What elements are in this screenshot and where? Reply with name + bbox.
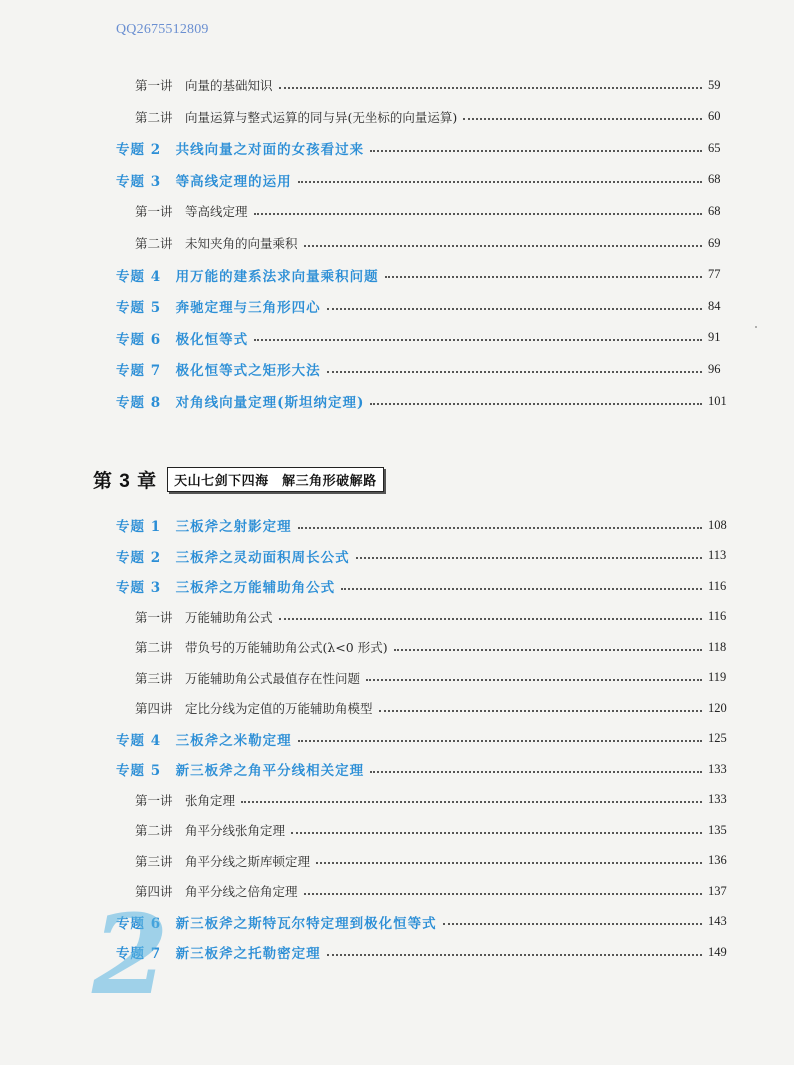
leader-dots: [327, 370, 702, 373]
toc-entry-label: 第一讲 向量的基础知识: [135, 78, 273, 93]
toc-entry-topic: [0, 757, 794, 781]
toc-entry-topic: [0, 326, 794, 350]
toc-entry-lecture: [0, 605, 794, 629]
leader-dots: [241, 800, 702, 803]
leader-dots: [341, 587, 702, 590]
toc-entry-lecture: [0, 231, 794, 255]
leader-dots: [370, 770, 702, 773]
toc-entry-page: 133: [708, 792, 727, 806]
scan-speck: [755, 326, 757, 328]
leader-dots: [379, 709, 702, 712]
toc-entry-lecture: [0, 73, 794, 97]
leader-dots: [370, 402, 702, 405]
toc-entry-label: 第四讲 角平分线之倍角定理: [135, 884, 298, 899]
leader-dots: [327, 307, 702, 310]
toc-entry-label: 专题 7 极化恒等式之矩形大法: [116, 363, 321, 380]
toc-entry-page: 125: [708, 731, 727, 745]
toc-entry-page: 96: [708, 361, 721, 376]
toc-entry-page: 118: [708, 639, 727, 654]
toc-entry-label: 第一讲 张角定理: [135, 792, 236, 808]
leader-dots: [254, 338, 702, 341]
toc-entry-topic: [0, 389, 794, 413]
leader-dots: [394, 648, 702, 651]
leader-dots: [366, 678, 702, 681]
toc-entry-page: 133: [708, 761, 727, 776]
chapter-heading: [93, 465, 384, 493]
toc-entry-topic: [0, 263, 794, 287]
toc-entry-topic: [0, 168, 794, 192]
toc-entry-label: 第二讲 角平分线张角定理: [135, 823, 286, 838]
toc-entry-page: 116: [708, 578, 727, 593]
leader-dots: [463, 117, 702, 120]
chapter-title: 天山七剑下四海 解三角形破解路: [167, 467, 384, 492]
toc-entry-page: 149: [708, 944, 727, 959]
toc-entry-page: 60: [708, 109, 721, 124]
toc-entry-page: 59: [708, 77, 721, 92]
toc-entry-page: 91: [708, 330, 721, 345]
toc-entry-label: 专题 4 三板斧之米勒定理: [116, 732, 292, 749]
toc-entry-label: 专题 5 奔驰定理与三角形四心: [116, 300, 321, 317]
leader-dots: [291, 831, 702, 834]
leader-dots: [443, 922, 702, 925]
toc-entry-label: 第二讲 未知夹角的向量乘积: [135, 236, 298, 251]
chapter-label: 第 3 章: [93, 470, 158, 492]
toc-entry-lecture: [0, 199, 794, 223]
toc-entry-page: 108: [708, 517, 727, 532]
leader-dots: [304, 244, 702, 247]
toc-entry-topic: [0, 574, 794, 598]
toc-entry-page: 65: [708, 140, 721, 155]
toc-entry-page: 68: [708, 172, 721, 187]
toc-entry-page: 113: [708, 548, 727, 562]
toc-entry-label: 专题 1 三板斧之射影定理: [116, 519, 292, 535]
toc-entry-label: 第四讲 定比分线为定值的万能辅助角模型: [135, 701, 373, 716]
toc-entry-label: 专题 8 对角线向量定理(斯坦纳定理): [116, 395, 365, 411]
toc-entry-topic: [0, 357, 794, 381]
leader-dots: [279, 86, 702, 89]
toc-entry-page: 136: [708, 853, 727, 867]
toc-entry-label: 第一讲 万能辅助角公式: [135, 609, 273, 625]
toc-entry-label: 专题 4 用万能的建系法求向量乘积问题: [116, 268, 379, 285]
toc-entry-page: 69: [708, 235, 721, 250]
toc-entry-label: 第二讲 向量运算与整式运算的同与异(无坐标的向量运算): [135, 109, 458, 125]
leader-dots: [385, 275, 702, 278]
toc-entry-label: 第一讲 等高线定理: [135, 204, 248, 220]
toc-entry-lecture: [0, 105, 794, 129]
toc-entry-label: 专题 5 新三板斧之角平分线相关定理: [116, 763, 365, 779]
toc-entry-topic: [0, 294, 794, 318]
qq-watermark: QQ2675512809: [116, 22, 209, 37]
toc-entry-lecture: [0, 666, 794, 690]
leader-dots: [327, 953, 702, 956]
toc-entry-label: 专题 2 共线向量之对面的女孩看过来: [116, 142, 365, 159]
toc-entry-lecture: [0, 818, 794, 842]
toc-entry-topic: [0, 544, 794, 568]
leader-dots: [304, 892, 702, 895]
toc-entry-page: 116: [708, 609, 727, 623]
toc-entry-label: 专题 3 等高线定理的运用: [116, 173, 292, 190]
leader-dots: [298, 526, 702, 529]
toc-entry-lecture: [0, 635, 794, 659]
leader-dots: [254, 212, 702, 215]
toc-entry-topic: [0, 727, 794, 751]
toc-entry-page: 137: [708, 883, 727, 898]
leader-dots: [356, 556, 702, 559]
toc-entry-page: 120: [708, 700, 727, 715]
toc-entry-label: 第三讲 万能辅助角公式最值存在性问题: [135, 670, 361, 686]
toc-entry-lecture: [0, 849, 794, 873]
toc-entry-label: 第三讲 角平分线之斯库顿定理: [135, 853, 311, 869]
toc-entry-page: 84: [708, 298, 721, 313]
toc-entry-page: 68: [708, 203, 721, 218]
toc-entry-topic: [0, 136, 794, 160]
toc-entry-lecture: [0, 696, 794, 720]
toc-entry-label: 第二讲 带负号的万能辅助角公式(λ<0 形式): [135, 640, 388, 655]
toc-entry-page: 101: [708, 393, 727, 408]
toc-entry-label: 专题 3 三板斧之万能辅助角公式: [116, 580, 336, 596]
toc-entry-page: 77: [708, 267, 721, 282]
leader-dots: [316, 861, 702, 864]
toc-entry-lecture: [0, 788, 794, 812]
toc-entry-label: 专题 6 极化恒等式: [116, 331, 249, 348]
toc-entry-label: 专题 7 新三板斧之托勒密定理: [116, 946, 321, 962]
leader-dots: [370, 149, 702, 152]
toc-entry-page: 119: [708, 670, 727, 684]
leader-dots: [279, 617, 702, 620]
toc-entry-topic: [0, 513, 794, 537]
leader-dots: [298, 180, 702, 183]
toc-entry-page: 135: [708, 822, 727, 837]
toc-entry-label: 专题 2 三板斧之灵动面积周长公式: [116, 549, 350, 566]
leader-dots: [298, 739, 702, 742]
toc-entry-page: 143: [708, 914, 727, 928]
toc-entry-label: 专题 6 新三板斧之斯特瓦尔特定理到极化恒等式: [116, 915, 437, 932]
decorative-numeral: 2: [92, 890, 169, 1019]
